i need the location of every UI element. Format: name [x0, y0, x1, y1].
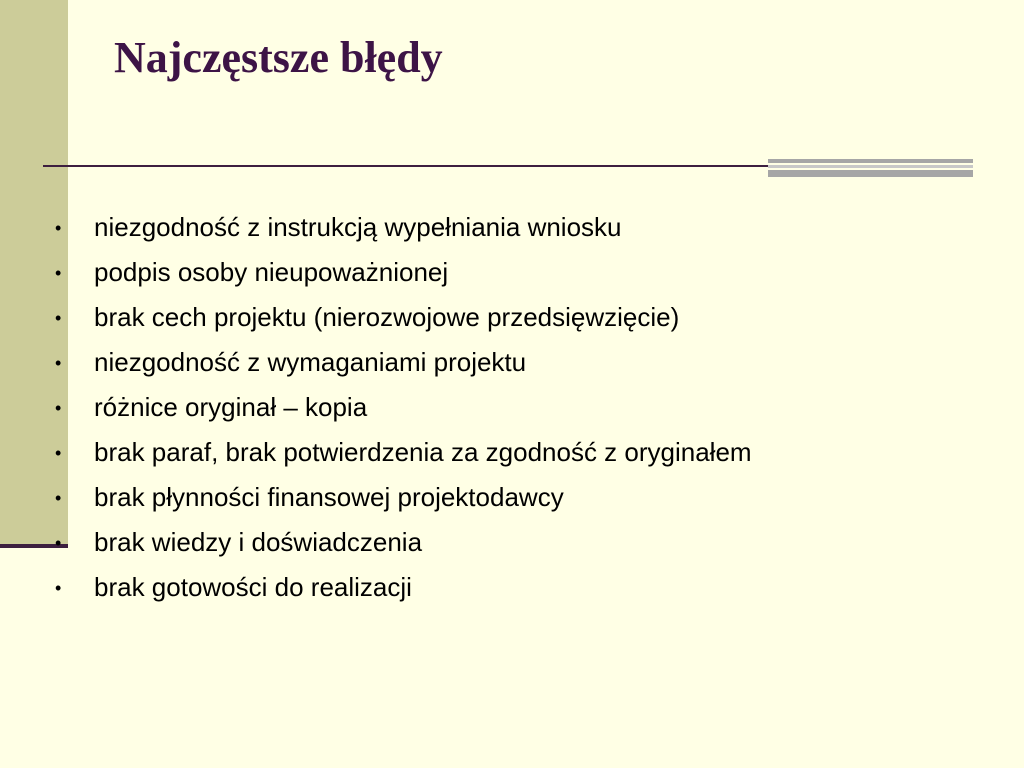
- title-underline: [43, 165, 773, 167]
- bullet-text: brak płynności finansowej projektodawcy: [94, 482, 564, 512]
- bullet-icon: •: [55, 217, 62, 238]
- bullet-text: brak wiedzy i doświadczenia: [94, 527, 423, 557]
- bullet-item: [52, 565, 752, 610]
- bullet-list: [52, 205, 752, 610]
- rule-stripe: [768, 159, 973, 163]
- bullet-text: brak paraf, brak potwierdzenia za zgodność z oryginałem: [94, 437, 752, 467]
- bullet-item: [52, 385, 752, 430]
- bullet-text: podpis osoby nieupoważnionej: [94, 257, 449, 287]
- bullet-item: [52, 205, 752, 250]
- bullet-text: niezgodność z instrukcją wypełniania wniosku: [94, 212, 622, 242]
- bullet-item: [52, 340, 752, 385]
- bullet-item: [52, 430, 752, 475]
- bullet-icon: •: [55, 307, 62, 328]
- bullet-item: [52, 520, 752, 565]
- bullet-text: niezgodność z wymaganiami projektu: [94, 347, 527, 377]
- bullet-icon: •: [55, 352, 62, 373]
- bullet-item: [52, 295, 752, 340]
- bullet-icon: •: [55, 442, 62, 463]
- bullet-icon: •: [55, 262, 62, 283]
- bullet-text: brak gotowości do realizacji: [94, 572, 412, 602]
- bullet-text: różnice oryginał – kopia: [94, 392, 368, 422]
- rule-stripe: [768, 170, 973, 177]
- slide-title: Najczęstsze błędy: [114, 33, 443, 82]
- bullet-icon: •: [55, 532, 62, 553]
- bullet-icon: •: [55, 577, 62, 598]
- bullet-text: brak cech projektu (nierozwojowe przedsięwzięcie): [94, 302, 680, 332]
- bullet-item: [52, 475, 752, 520]
- bullet-icon: •: [55, 487, 62, 508]
- bullet-item: [52, 250, 752, 295]
- rule-stripe: [768, 165, 973, 168]
- bullet-icon: •: [55, 397, 62, 418]
- title-rule-block: [768, 159, 973, 179]
